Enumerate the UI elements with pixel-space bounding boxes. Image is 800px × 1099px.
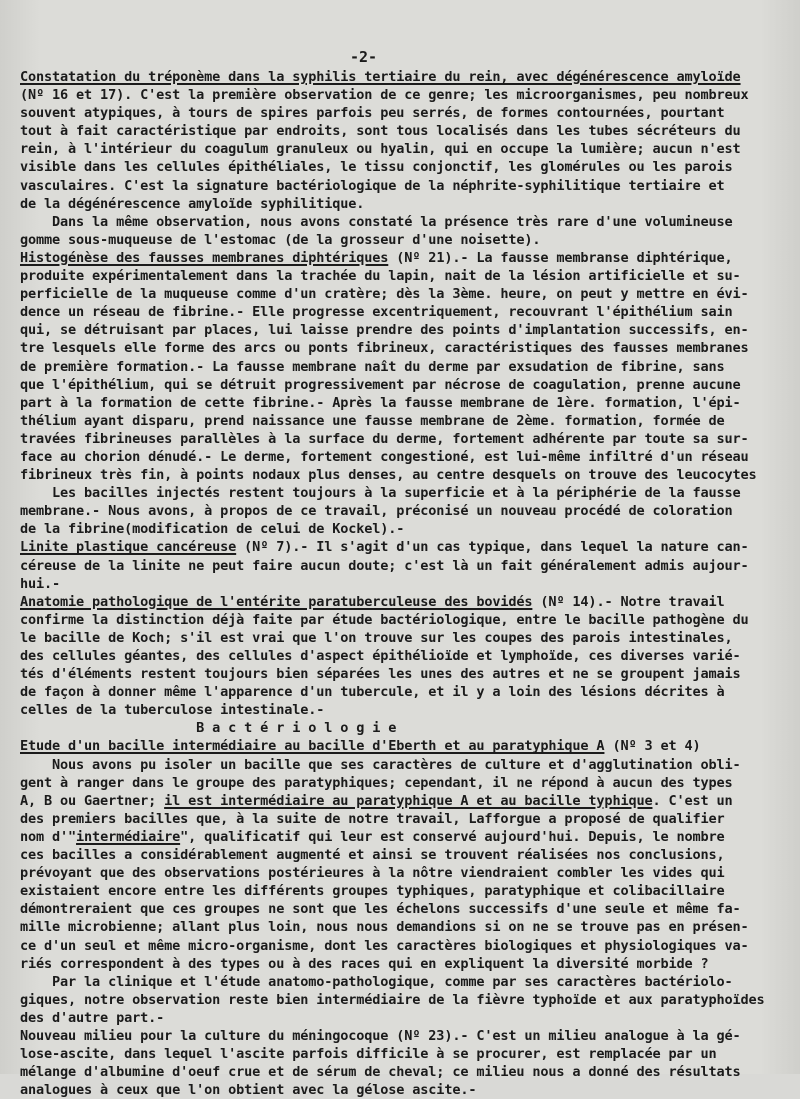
- text-line: [20, 1009, 800, 1027]
- line-text: le bacille de Koch; s'il est vrai que l'on trouve sur les coupes des parois intestinales,: [20, 629, 733, 646]
- text-line: [20, 285, 800, 303]
- line-text: thélium ayant disparu, prend naissance une fausse membrane de 2ème. formation, formée de: [20, 412, 725, 429]
- line-text: (Nº 3 et 4): [604, 738, 701, 755]
- line-text: dence un réseau de fibrine.- Elle progresse excentriquement, recouvrant l'épithélium sain: [20, 304, 733, 321]
- line-text: confirme la distinction déjà faite par étude bactériologique, entre le bacille pathogène du: [20, 611, 749, 628]
- line-text: (Nº 14).- Notre travail: [532, 593, 725, 610]
- line-text: tre lesquels elle forme des arcs ou ponts fibrineux, caractéristiques des fausses membranes: [20, 340, 749, 357]
- line-text: de la dégénérescence amyloïde syphilitique.: [20, 195, 365, 212]
- text-line: [20, 991, 800, 1009]
- text-line: [20, 611, 800, 629]
- text-line: [20, 376, 800, 394]
- line-text: (Nº 21).- La fausse membranse diphtérique,: [388, 249, 733, 266]
- line-text: démontreraient que ces groupes ne sont que les échelons successifs d'une seule et même fa-: [20, 901, 741, 918]
- line-text: celles de la tuberculose intestinale.-: [20, 702, 325, 719]
- text-line: [20, 774, 800, 792]
- line-text: ce d'un seul et même micro-organisme, dont les caractères biologiques et physiologiques va-: [20, 937, 749, 954]
- text-line: [20, 973, 800, 991]
- text-line: [20, 177, 800, 195]
- line-text: prévoyant que des observations postérieures à la nôtre viendraient combler les vides qui: [20, 865, 725, 882]
- text-line: [20, 213, 800, 231]
- underlined-heading: il est intermédiaire au paratyphique A et au bacille typhique: [164, 792, 653, 809]
- line-text: B a c t é r i o l o g i e: [20, 720, 397, 737]
- line-text: visible dans les cellules épithéliales, le tissu conjonctif, les glomérules ou les parois: [20, 159, 733, 176]
- line-text: tout à fait caractéristique par endroits, sont tous localisés dans les tubes sécréteurs du: [20, 123, 741, 140]
- text-line: [20, 158, 800, 176]
- underlined-heading: intermédiaire: [76, 828, 181, 845]
- line-text: gomme sous-muqueuse de l'estomac (de la grosseur d'une noisette).: [20, 231, 541, 248]
- text-line: [20, 249, 800, 267]
- text-line: [20, 1027, 800, 1045]
- text-line: [20, 955, 800, 973]
- text-line: [20, 466, 800, 484]
- text-line: [20, 104, 800, 122]
- line-text: souvent atypiques, à tours de spires parfois peu serrés, de formes contournées, pourtant: [20, 105, 725, 122]
- line-text: existaient encore entre les différents groupes typhiques, paratyphique et colibacillaire: [20, 883, 725, 900]
- line-text: fibrineux très fin, à points nodaux plus denses, au centre desquels on trouve des leucocytes: [20, 467, 757, 484]
- line-text: vasculaires. C'est la signature bactériologique de la néphrite-syphilitique tertiaire et: [20, 177, 725, 194]
- line-text: produite expérimentalement dans la trachée du lapin, nait de la lésion artificielle et su-: [20, 268, 741, 285]
- line-text: giques, notre observation reste bien intermédiaire de la fièvre typhoïde et aux paratyphoïdes: [20, 991, 765, 1008]
- line-text: riés correspondent à des types ou à des races qui en expliquent la diversité morbide ?: [20, 955, 709, 972]
- text-line: [20, 937, 800, 955]
- line-text: analogues à ceux que l'on obtient avec la gélose ascite.-: [20, 1082, 477, 1099]
- text-line: [20, 86, 800, 104]
- text-line: [20, 1081, 800, 1099]
- text-line: [20, 737, 800, 755]
- line-text: membrane.- Nous avons, à propos de ce travail, préconisé un nouveau procédé de coloration: [20, 503, 733, 520]
- line-text: Les bacilles injectés restent toujours à la superficie et à la périphérie de la fausse: [20, 485, 741, 502]
- line-text: ces bacilles a considérablement augmenté et ainsi se trouvent réalisées nos conclusions,: [20, 847, 725, 864]
- text-line: [20, 828, 800, 846]
- text-line: [20, 629, 800, 647]
- line-text: des premiers bacilles que, à la suite de notre travail, Lafforgue a proposé de qualifier: [20, 810, 725, 827]
- text-line: [20, 792, 800, 810]
- line-text: rein, à l'intérieur du coagulum granuleux ou hyalin, qui en occupe la lumière; aucun n'est: [20, 141, 741, 158]
- document-body: [20, 68, 800, 1099]
- line-text: céreuse de la linite ne peut faire aucun doute; c'est là un fait généralement admis aujour-: [20, 557, 749, 574]
- line-text: (Nº 16 et 17). C'est la première observation de ce genre; les microorganismes, peu nombreux: [20, 87, 749, 104]
- text-line: [20, 882, 800, 900]
- text-line: [20, 448, 800, 466]
- text-line: [20, 665, 800, 683]
- text-line: [20, 557, 800, 575]
- line-text: hui.-: [20, 575, 61, 592]
- text-line: [20, 756, 800, 774]
- text-line: [20, 339, 800, 357]
- text-line: [20, 1063, 800, 1081]
- text-line: [20, 68, 800, 86]
- line-text: Nouveau milieu pour la culture du méningocoque (Nº 23).- C'est un milieu analogue à la gé-: [20, 1027, 741, 1044]
- text-line: [20, 593, 800, 611]
- page-number: -2-: [350, 48, 378, 66]
- underlined-heading: Etude d'un bacille intermédiaire au bacille d'Eberth et au paratyphique A: [20, 738, 605, 755]
- line-text: face au chorion dénudé.- Le derme, fortement congestioné, est lui-même infiltré d'un réseau: [20, 448, 749, 465]
- line-text: A, B ou Gaertner;: [20, 792, 165, 809]
- text-line: [20, 502, 800, 520]
- line-text: qui, se détruisant par places, lui laisse prendre des points d'implantation successifs, en-: [20, 322, 749, 339]
- text-line: [20, 520, 800, 538]
- text-line: [20, 864, 800, 882]
- text-line: [20, 394, 800, 412]
- text-line: [20, 538, 800, 556]
- underlined-heading: Linite plastique cancéreuse: [20, 539, 237, 556]
- underlined-heading: Histogénèse des fausses membranes diphtériques: [20, 249, 389, 266]
- text-line: [20, 140, 800, 158]
- text-line: [20, 575, 800, 593]
- underlined-heading: Constatation du tréponème dans la syphilis tertiaire du rein, avec dégénérescence amyloïde: [20, 69, 741, 85]
- text-line: [20, 195, 800, 213]
- text-line: [20, 719, 800, 737]
- text-line: [20, 810, 800, 828]
- text-line: [20, 303, 800, 321]
- line-text: mille microbienne; allant plus loin, nous nous demandions si on ne se trouve pas en présen-: [20, 919, 749, 936]
- line-text: Dans la même observation, nous avons constaté la présence très rare d'une volumineuse: [20, 213, 733, 230]
- line-text: de première formation.- La fausse membrane naît du derme par exsudation de fibrine, sans: [20, 358, 725, 375]
- line-text: nom d'": [20, 828, 77, 845]
- line-text: (Nº 7).- Il s'agit d'un cas typique, dans lequel la nature can-: [236, 539, 749, 556]
- text-line: [20, 484, 800, 502]
- line-text: part à la formation de cette fibrine.- Après la fausse membrane de 1ère. formation, l'épi-: [20, 394, 741, 411]
- line-text: que l'épithélium, qui se détruit progressivement par nécrose de coagulation, prenne aucune: [20, 376, 741, 393]
- text-line: [20, 412, 800, 430]
- line-text: . C'est un: [652, 792, 733, 809]
- text-line: [20, 321, 800, 339]
- line-text: ", qualificatif qui leur est conservé aujourd'hui. Depuis, le nombre: [180, 828, 725, 845]
- text-line: [20, 647, 800, 665]
- text-line: [20, 430, 800, 448]
- text-line: [20, 267, 800, 285]
- line-text: lose-ascite, dans lequel l'ascite parfois difficile à se procurer, est remplacée par un: [20, 1046, 717, 1063]
- text-line: [20, 358, 800, 376]
- text-line: [20, 900, 800, 918]
- text-line: [20, 122, 800, 140]
- text-line: [20, 231, 800, 249]
- line-text: mélange d'albumine d'oeuf crue et de sérum de cheval; ce milieu nous a donné des résultats: [20, 1064, 741, 1081]
- line-text: des cellules géantes, des cellules d'aspect épithélioïde et lymphoïde, ces diverses varié-: [20, 648, 741, 664]
- text-line: [20, 1045, 800, 1063]
- line-text: de la fibrine(modification de celui de Kockel).-: [20, 521, 405, 538]
- line-text: travées fibrineuses parallèles à la surface du derme, fortement adhérente par toute sa sur-: [20, 430, 749, 447]
- line-text: des d'autre part.-: [20, 1009, 165, 1026]
- line-text: Nous avons pu isoler un bacille que ses caractères de culture et d'agglutination obli-: [20, 756, 741, 773]
- underlined-heading: Anatomie pathologique de l'entérite paratuberculeuse des bovidés: [20, 593, 533, 610]
- text-line: [20, 846, 800, 864]
- line-text: de façon à donner même l'apparence d'un tubercule, et il y a loin des lésions décrites à: [20, 684, 725, 701]
- text-line: [20, 918, 800, 936]
- text-line: [20, 701, 800, 719]
- line-text: perficielle de la muqueuse comme d'un cratère; dès la 3ème. heure, on peut y mettre en évi-: [20, 286, 749, 303]
- line-text: gent à ranger dans le groupe des paratyphiques; cependant, il ne répond à aucun des types: [20, 774, 733, 791]
- text-line: [20, 683, 800, 701]
- line-text: Par la clinique et l'étude anatomo-pathologique, comme par ses caractères bactériolo-: [20, 973, 733, 990]
- line-text: tés d'éléments restent toujours bien séparées les unes des autres et ne se groupent jamais: [20, 666, 741, 683]
